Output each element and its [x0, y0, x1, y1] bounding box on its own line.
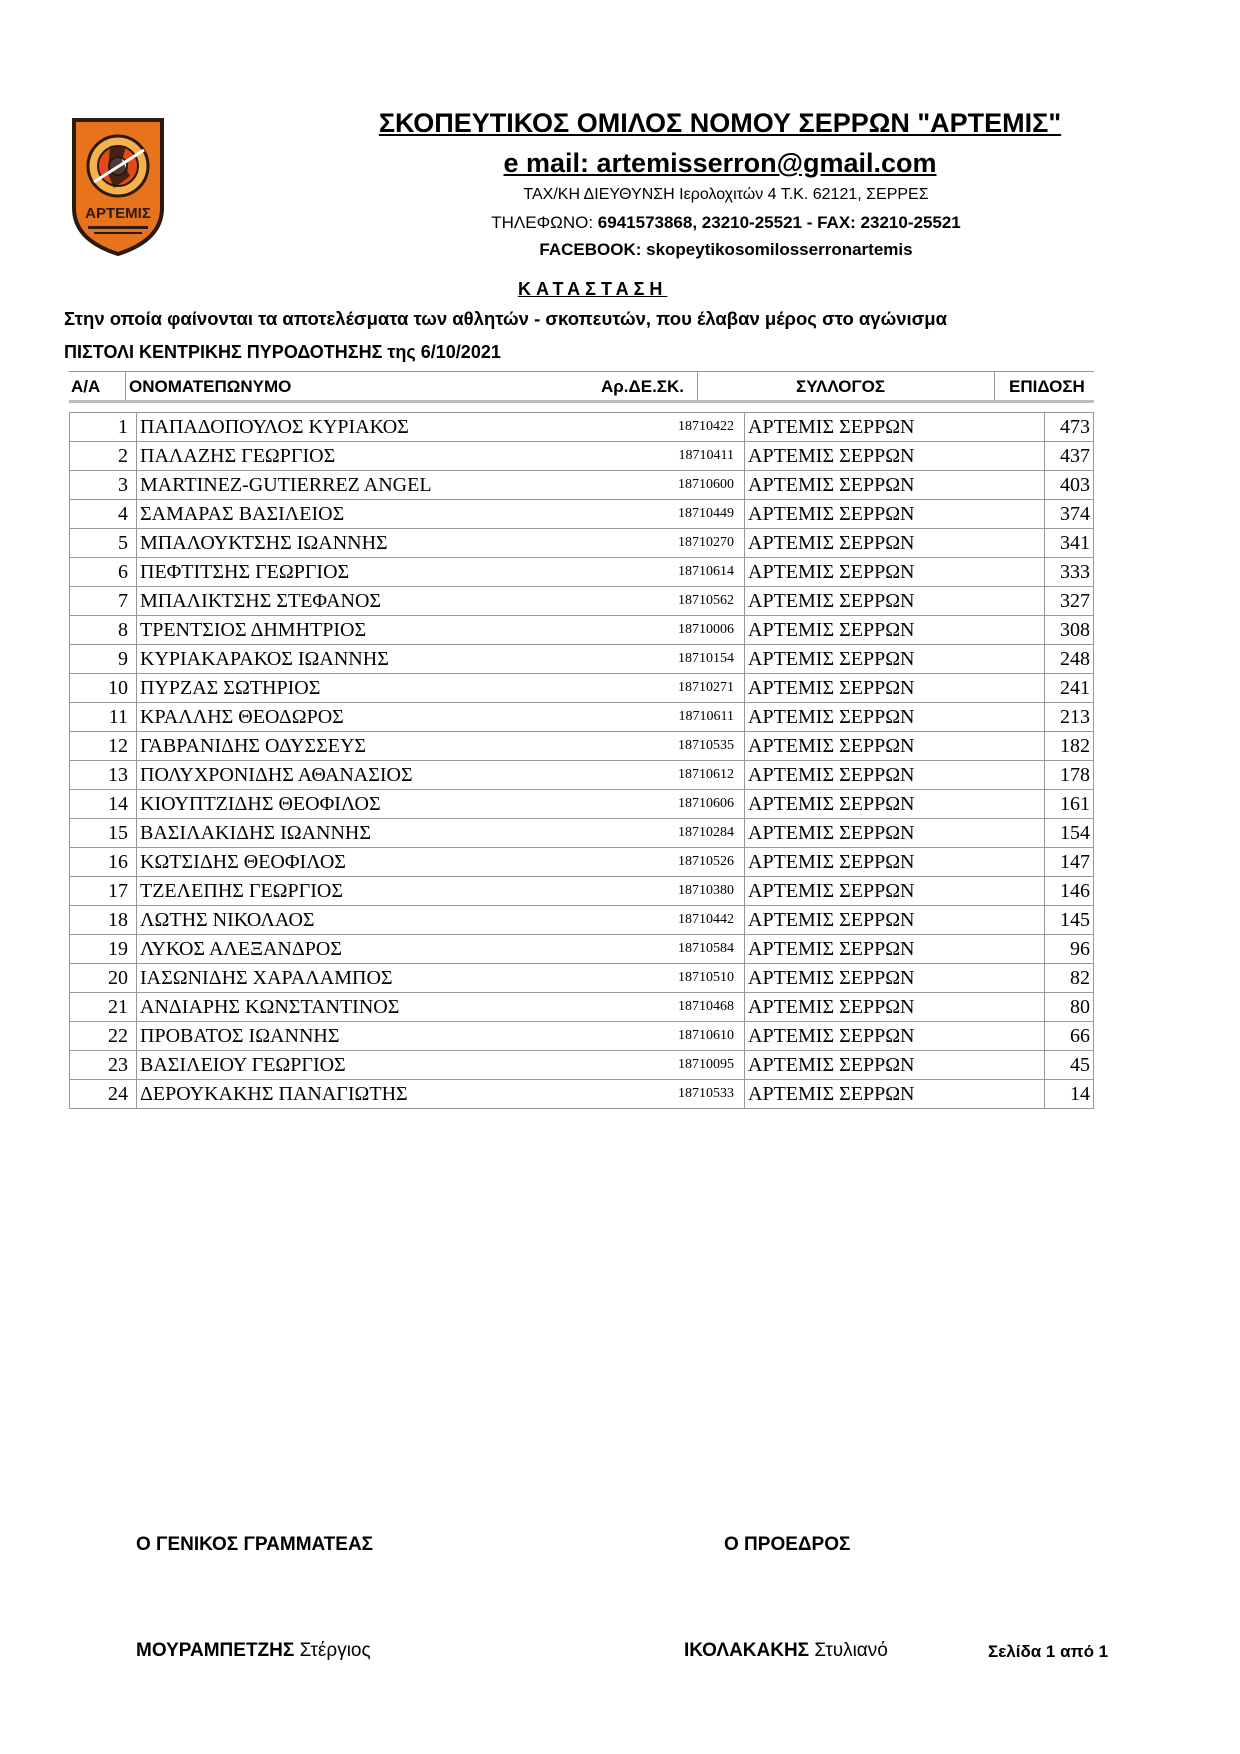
col-header-score: ΕΠΙΔΟΣΗ	[1009, 377, 1085, 396]
document-heading: ΚΑΤΑΣΤΑΣΗ	[518, 279, 668, 299]
athlete-name: ΑΝΔΙΑΡΗΣ ΚΩΝΣΤΑΝΤΙΝΟΣ	[137, 993, 617, 1022]
athlete-name: ΓΑΒΡΑΝΙΔΗΣ ΟΔΥΣΣΕΥΣ	[137, 732, 617, 761]
athlete-name: ΛΩΤΗΣ ΝΙΚΟΛΑΟΣ	[137, 906, 617, 935]
score: 145	[1045, 906, 1094, 935]
club-name: ΑΡΤΕΜΙΣ ΣΕΡΡΩΝ	[745, 529, 1045, 558]
row-number: 10	[70, 674, 137, 703]
athlete-name: ΠΟΛΥΧΡΟΝΙΔΗΣ ΑΘΑΝΑΣΙΟΣ	[137, 761, 617, 790]
athlete-name: ΒΑΣΙΛΕΙΟΥ ΓΕΩΡΓΙΟΣ	[137, 1051, 617, 1080]
club-name: ΑΡΤΕΜΙΣ ΣΕΡΡΩΝ	[745, 587, 1045, 616]
club-name: ΑΡΤΕΜΙΣ ΣΕΡΡΩΝ	[745, 674, 1045, 703]
club-name: ΑΡΤΕΜΙΣ ΣΕΡΡΩΝ	[745, 500, 1045, 529]
club-name: ΑΡΤΕΜΙΣ ΣΕΡΡΩΝ	[745, 819, 1045, 848]
athlete-name: ΚΙΟΥΠΤΖΙΔΗΣ ΘΕΟΦΙΛΟΣ	[137, 790, 617, 819]
athlete-name: ΚΡΑΛΛΗΣ ΘΕΟΔΩΡΟΣ	[137, 703, 617, 732]
row-number: 11	[70, 703, 137, 732]
table-row	[70, 529, 1094, 558]
club-name: ΑΡΤΕΜΙΣ ΣΕΡΡΩΝ	[745, 964, 1045, 993]
row-number: 22	[70, 1022, 137, 1051]
registration-number: 18710526	[616, 848, 745, 877]
score: 213	[1045, 703, 1094, 732]
table-row	[70, 1051, 1094, 1080]
table-row	[70, 993, 1094, 1022]
score: 96	[1045, 935, 1094, 964]
registration-number: 18710284	[616, 819, 745, 848]
table-row	[70, 906, 1094, 935]
registration-number: 18710562	[616, 587, 745, 616]
club-name: ΑΡΤΕΜΙΣ ΣΕΡΡΩΝ	[745, 732, 1045, 761]
score: 341	[1045, 529, 1094, 558]
row-number: 12	[70, 732, 137, 761]
phone-label: ΤΗΛΕΦΩΝΟ:	[491, 213, 598, 232]
phone-numbers: 6941573868, 23210-25521 - FAX: 23210-25521	[597, 213, 961, 232]
score: 147	[1045, 848, 1094, 877]
table-row	[70, 877, 1094, 906]
athlete-name: ΙΑΣΩΝΙΔΗΣ ΧΑΡΑΛΑΜΠΟΣ	[137, 964, 617, 993]
score: 80	[1045, 993, 1094, 1022]
athlete-name: ΚΩΤΣΙΔΗΣ ΘΕΟΦΙΛΟΣ	[137, 848, 617, 877]
club-name: ΑΡΤΕΜΙΣ ΣΕΡΡΩΝ	[745, 1022, 1045, 1051]
row-number: 23	[70, 1051, 137, 1080]
table-row	[70, 645, 1094, 674]
table-row	[70, 935, 1094, 964]
table-header	[69, 371, 1094, 403]
table-row	[70, 558, 1094, 587]
club-name: ΑΡΤΕΜΙΣ ΣΕΡΡΩΝ	[745, 935, 1045, 964]
col-header-aa: Α/Α	[71, 377, 101, 396]
club-name: ΑΡΤΕΜΙΣ ΣΕΡΡΩΝ	[745, 471, 1045, 500]
address-line: ΤΑΧ/ΚΗ ΔΙΕΥΘΥΝΣΗ Ιερολοχιτών 4 Τ.Κ. 62121, ΣΕΡΡΕΣ	[523, 186, 929, 203]
score: 403	[1045, 471, 1094, 500]
row-number: 6	[70, 558, 137, 587]
score: 82	[1045, 964, 1094, 993]
president-firstname: Στυλιανό	[809, 1640, 888, 1661]
athlete-name: ΣΑΜΑΡΑΣ ΒΑΣΙΛΕΙΟΣ	[137, 500, 617, 529]
registration-number: 18710606	[616, 790, 745, 819]
club-name: ΑΡΤΕΜΙΣ ΣΕΡΡΩΝ	[745, 906, 1045, 935]
table-row	[70, 848, 1094, 877]
club-name: ΑΡΤΕΜΙΣ ΣΕΡΡΩΝ	[745, 442, 1045, 471]
club-name: ΑΡΤΕΜΙΣ ΣΕΡΡΩΝ	[745, 1080, 1045, 1109]
registration-number: 18710612	[616, 761, 745, 790]
registration-number: 18710411	[616, 442, 745, 471]
registration-number: 18710442	[616, 906, 745, 935]
athlete-name: ΠΑΛΑΖΗΣ ΓΕΩΡΓΙΟΣ	[137, 442, 617, 471]
table-row	[70, 616, 1094, 645]
athlete-name: ΔΕΡΟΥΚΑΚΗΣ ΠΑΝΑΓΙΩΤΗΣ	[137, 1080, 617, 1109]
results-table	[69, 412, 1094, 1109]
club-name: ΑΡΤΕΜΙΣ ΣΕΡΡΩΝ	[745, 413, 1045, 442]
score: 437	[1045, 442, 1094, 471]
score: 374	[1045, 500, 1094, 529]
table-row	[70, 819, 1094, 848]
president-title: Ο ΠΡΟΕΔΡΟΣ	[724, 1534, 851, 1555]
logo-text: ΑΡΤΕΜΙΣ	[85, 205, 151, 222]
registration-number: 18710611	[616, 703, 745, 732]
athlete-name: ΒΑΣΙΛΑΚΙΔΗΣ ΙΩΑΝΝΗΣ	[137, 819, 617, 848]
score: 178	[1045, 761, 1094, 790]
event-title: ΠΙΣΤΟΛΙ ΚΕΝΤΡΙΚΗΣ ΠΥΡΟΔΟΤΗΣΗΣ της 6/10/2021	[64, 342, 501, 362]
registration-number: 18710610	[616, 1022, 745, 1051]
secretary-title: Ο ΓΕΝΙΚΟΣ ΓΡΑΜΜΑΤΕΑΣ	[136, 1534, 374, 1555]
registration-number: 18710422	[616, 413, 745, 442]
registration-number: 18710584	[616, 935, 745, 964]
table-row	[70, 761, 1094, 790]
table-row	[70, 964, 1094, 993]
athlete-name: ΠΑΠΑΔΟΠΟΥΛΟΣ ΚΥΡΙΑΚΟΣ	[137, 413, 617, 442]
table-row	[70, 471, 1094, 500]
score: 154	[1045, 819, 1094, 848]
table-row	[70, 1080, 1094, 1109]
table-row	[70, 790, 1094, 819]
row-number: 19	[70, 935, 137, 964]
email-line[interactable]: e mail: artemisserron@gmail.com	[503, 148, 937, 178]
club-name: ΑΡΤΕΜΙΣ ΣΕΡΡΩΝ	[745, 703, 1045, 732]
registration-number: 18710006	[616, 616, 745, 645]
table-row	[70, 732, 1094, 761]
row-number: 15	[70, 819, 137, 848]
table-row	[70, 500, 1094, 529]
row-number: 8	[70, 616, 137, 645]
col-header-reg: Αρ.ΔΕ.ΣΚ.	[601, 377, 684, 396]
phone-line	[106, 213, 1240, 233]
club-name: ΑΡΤΕΜΙΣ ΣΕΡΡΩΝ	[745, 558, 1045, 587]
registration-number: 18710510	[616, 964, 745, 993]
row-number: 16	[70, 848, 137, 877]
club-name: ΑΡΤΕΜΙΣ ΣΕΡΡΩΝ	[745, 993, 1045, 1022]
table-row	[70, 442, 1094, 471]
athlete-name: ΚΥΡΙΑΚΑΡΑΚΟΣ ΙΩΑΝΝΗΣ	[137, 645, 617, 674]
row-number: 17	[70, 877, 137, 906]
club-name: ΑΡΤΕΜΙΣ ΣΕΡΡΩΝ	[745, 1051, 1045, 1080]
club-name: ΑΡΤΕΜΙΣ ΣΕΡΡΩΝ	[745, 645, 1045, 674]
table-row	[70, 703, 1094, 732]
row-number: 9	[70, 645, 137, 674]
registration-number: 18710468	[616, 993, 745, 1022]
registration-number: 18710535	[616, 732, 745, 761]
row-number: 2	[70, 442, 137, 471]
score: 182	[1045, 732, 1094, 761]
secretary-surname: ΜΟΥΡΑΜΠΕΤΖΗΣ	[136, 1640, 295, 1661]
score: 473	[1045, 413, 1094, 442]
score: 333	[1045, 558, 1094, 587]
registration-number: 18710449	[616, 500, 745, 529]
row-number: 24	[70, 1080, 137, 1109]
registration-number: 18710614	[616, 558, 745, 587]
athlete-name: MARTINEZ-GUTIERREZ ANGEL	[137, 471, 617, 500]
athlete-name: ΜΠΑΛΙΚΤΣΗΣ ΣΤΕΦΑΝΟΣ	[137, 587, 617, 616]
intro-text: Στην οποία φαίνονται τα αποτελέσματα των αθλητών - σκοπευτών, που έλαβαν μέρος στο αγώνισμα	[64, 308, 947, 329]
row-number: 3	[70, 471, 137, 500]
table-row	[70, 1022, 1094, 1051]
athlete-name: ΜΠΑΛΟΥΚΤΣΗΣ ΙΩΑΝΝΗΣ	[137, 529, 617, 558]
registration-number: 18710154	[616, 645, 745, 674]
club-name: ΑΡΤΕΜΙΣ ΣΕΡΡΩΝ	[745, 616, 1045, 645]
page-number: Σελίδα 1 από 1	[988, 1642, 1109, 1661]
row-number: 18	[70, 906, 137, 935]
club-name: ΑΡΤΕΜΙΣ ΣΕΡΡΩΝ	[745, 877, 1045, 906]
registration-number: 18710271	[616, 674, 745, 703]
athlete-name: ΠΡΟΒΑΤΟΣ ΙΩΑΝΝΗΣ	[137, 1022, 617, 1051]
row-number: 5	[70, 529, 137, 558]
registration-number: 18710095	[616, 1051, 745, 1080]
score: 161	[1045, 790, 1094, 819]
score: 66	[1045, 1022, 1094, 1051]
score: 241	[1045, 674, 1094, 703]
score: 45	[1045, 1051, 1094, 1080]
facebook-line: FACEBOOK: skopeytikosomilosserronartemis	[539, 240, 913, 259]
president-name	[684, 1640, 910, 1662]
row-number: 20	[70, 964, 137, 993]
row-number: 14	[70, 790, 137, 819]
registration-number: 18710600	[616, 471, 745, 500]
score: 308	[1045, 616, 1094, 645]
col-header-name: ΟΝΟΜΑΤΕΠΩΝΥΜΟ	[129, 377, 292, 396]
secretary-name	[136, 1640, 371, 1662]
score: 327	[1045, 587, 1094, 616]
table-row	[70, 587, 1094, 616]
club-name: ΑΡΤΕΜΙΣ ΣΕΡΡΩΝ	[745, 790, 1045, 819]
athlete-name: ΠΥΡΖΑΣ ΣΩΤΗΡΙΟΣ	[137, 674, 617, 703]
row-number: 21	[70, 993, 137, 1022]
score: 248	[1045, 645, 1094, 674]
row-number: 7	[70, 587, 137, 616]
table-row	[70, 413, 1094, 442]
row-number: 1	[70, 413, 137, 442]
secretary-firstname: Στέργιος	[294, 1640, 371, 1661]
row-number: 13	[70, 761, 137, 790]
club-name: ΑΡΤΕΜΙΣ ΣΕΡΡΩΝ	[745, 761, 1045, 790]
table-row	[70, 674, 1094, 703]
club-name: ΑΡΤΕΜΙΣ ΣΕΡΡΩΝ	[745, 848, 1045, 877]
club-title: ΣΚΟΠΕΥΤΙΚΟΣ ΟΜΙΛΟΣ ΝΟΜΟΥ ΣΕΡΡΩΝ "ΑΡΤΕΜΙΣ"	[378, 108, 1062, 138]
registration-number: 18710270	[616, 529, 745, 558]
athlete-name: ΤΡΕΝΤΣΙΟΣ ΔΗΜΗΤΡΙΟΣ	[137, 616, 617, 645]
president-surname: ΙΚΟΛΑΚΑΚΗΣ	[684, 1640, 810, 1661]
registration-number: 18710380	[616, 877, 745, 906]
athlete-name: ΠΕΦΤΙΤΣΗΣ ΓΕΩΡΓΙΟΣ	[137, 558, 617, 587]
athlete-name: ΛΥΚΟΣ ΑΛΕΞΑΝΔΡΟΣ	[137, 935, 617, 964]
col-header-club: ΣΥΛΛΟΓΟΣ	[796, 377, 886, 396]
score: 146	[1045, 877, 1094, 906]
score: 14	[1045, 1080, 1094, 1109]
registration-number: 18710533	[616, 1080, 745, 1109]
row-number: 4	[70, 500, 137, 529]
athlete-name: ΤΖΕΛΕΠΗΣ ΓΕΩΡΓΙΟΣ	[137, 877, 617, 906]
